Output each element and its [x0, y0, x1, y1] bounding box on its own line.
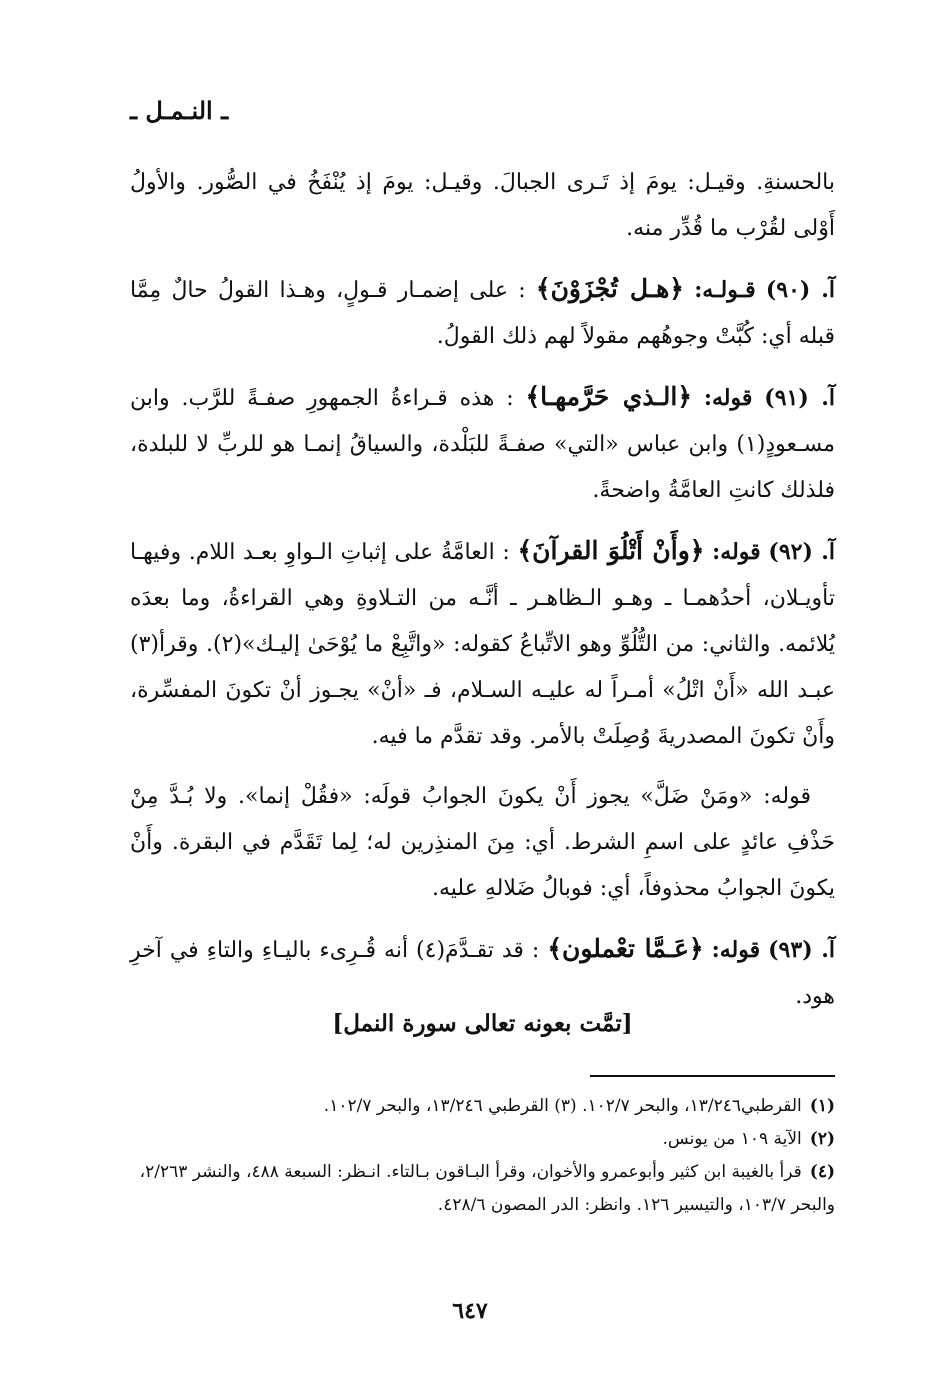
footnote-text: الآية ١٠٩ من يونس.	[662, 1129, 802, 1149]
footnote-separator	[590, 1075, 835, 1077]
page-number: ٦٤٧	[452, 1298, 488, 1324]
verse-number: آ. (٩٣)	[768, 937, 836, 963]
paragraph-text: : العامَّةُ على إثباتِ الـواوِ بعـد اللام. وفيهـا تأويـلان، أحدُهمـا ـ وهـو الـظاهـر ـ أنَّـه من التـلاوةِ وهي القراءةُ، وما بعدَه يُلائمه. والثاني: من التُّلُوِّ وهو الاتِّباعُ كقوله: «واتَّبِعْ ما يُوْحَىٰ إليـك»(٢). وقرأ(٣) عبـد الله «أَنْ اتْلُ» أمـراً له عليـه السـلام، فـ «أنْ» يجـوز أنْ تكونَ المفسِّرة، وأَنْ تكونَ المصدريةَ وُصِلَتْ بالأمر. وقد تقدَّم ما فيه.	[130, 540, 835, 749]
verse-number: آ. (٩١)	[764, 385, 836, 411]
paragraph-verse-92	[130, 528, 835, 760]
footnote-text: قرأ بالغيبة ابن كثير وأبوعمرو والأخوان، وقرأ البـاقون بـالتاء. انـظر: السبعة ٤٨٨، والنشر ٢/٢٦٣، والبحر ١٠٣/٧، والتيسير ١٢٦. وانظر: الدر المصون ٤٢٨/٦.	[139, 1162, 835, 1215]
verse-number: آ. (٩٢)	[768, 539, 836, 565]
footnote	[130, 1123, 835, 1156]
surah-closing-title: [تمَّت بعونه تعالى سورة النمل]	[332, 1010, 633, 1037]
verse-label: قـولـه:	[694, 277, 756, 303]
paragraph-text: : قد تقـدَّمَ(٤) أنه قُـرِىء باليـاءِ والتاءِ في آخرِ هود.	[130, 938, 835, 1009]
paragraph-text: : هذه قـراءةُ الجمهورِ صفـةً للرَّب. وابن مسـعودٍ(١) وابن عباس «التي» صفـةً للبَلْدة، والسياقُ إنمـا هو للربِّ لا للبلدة، فلذلك كانتِ العامَّةُ واضحةً.	[130, 386, 835, 503]
paragraph-commentary	[130, 774, 835, 912]
quran-quote: ﴿الـذي حَرَّمهـا﴾	[525, 382, 693, 411]
footnotes	[130, 1090, 835, 1222]
verse-label: قوله:	[712, 539, 761, 565]
paragraph-verse-91	[130, 374, 835, 514]
paragraph-intro	[130, 160, 835, 252]
main-text	[130, 160, 835, 1034]
footnote	[130, 1156, 835, 1222]
verse-number: آ. (٩٠)	[765, 277, 835, 303]
footnote-number: (٤)	[809, 1162, 835, 1182]
footnote-number: (٢)	[809, 1129, 835, 1149]
quran-quote: ﴿وأَنْ أَتْلُوَ القرآنَ﴾	[517, 536, 705, 565]
paragraph-verse-90	[130, 266, 835, 360]
running-header: ـ النـمـل ـ	[130, 96, 229, 125]
quran-quote: ﴿هـل تُجْزَوْنَ﴾	[535, 274, 684, 303]
quran-quote: ﴿عَـمَّا تعْملون﴾	[547, 934, 704, 963]
footnote-number: (١)	[809, 1096, 835, 1116]
footnote	[130, 1090, 835, 1123]
verse-label: قوله:	[703, 385, 753, 411]
footnote-text: القرطبي١٣/٢٤٦، والبحر ١٠٢/٧. (٣) القرطبي ١٣/٢٤٦، والبحر ١٠٢/٧.	[323, 1096, 802, 1116]
paragraph-text: : على إضمـار قـولٍ، وهـذا القولُ حالٌ مِمَّا قبله أي: كُبَّتْ وجوهُهم مقولاً لهم ذلك القولُ.	[130, 278, 835, 349]
paragraph-text: بالحسنةِ. وقيـل: يومَ إذ تَـرى الجبالَ. وقيـل: يومَ إذ يُنْفَخُ في الصُّور. والأولُ أَوْلى لقُرْب ما قُدِّر منه.	[130, 170, 835, 241]
verse-label: قوله:	[711, 937, 761, 963]
paragraph-text: قوله: «ومَنْ ضَلَّ» يجوز أَنْ يكونَ الجوابُ قولَه: «فقُلْ إنما». ولا بُـدَّ مِنْ حَذْفِ عائدٍ على اسمِ الشرط. أي: مِنَ المنذِرين له؛ لِما تَقَدَّم في البقرة. وأَنْ يكونَ الجوابُ محذوفاً، أي: فوبالُ ضَلالهِ عليه.	[130, 784, 835, 901]
paragraph-verse-93	[130, 926, 835, 1020]
